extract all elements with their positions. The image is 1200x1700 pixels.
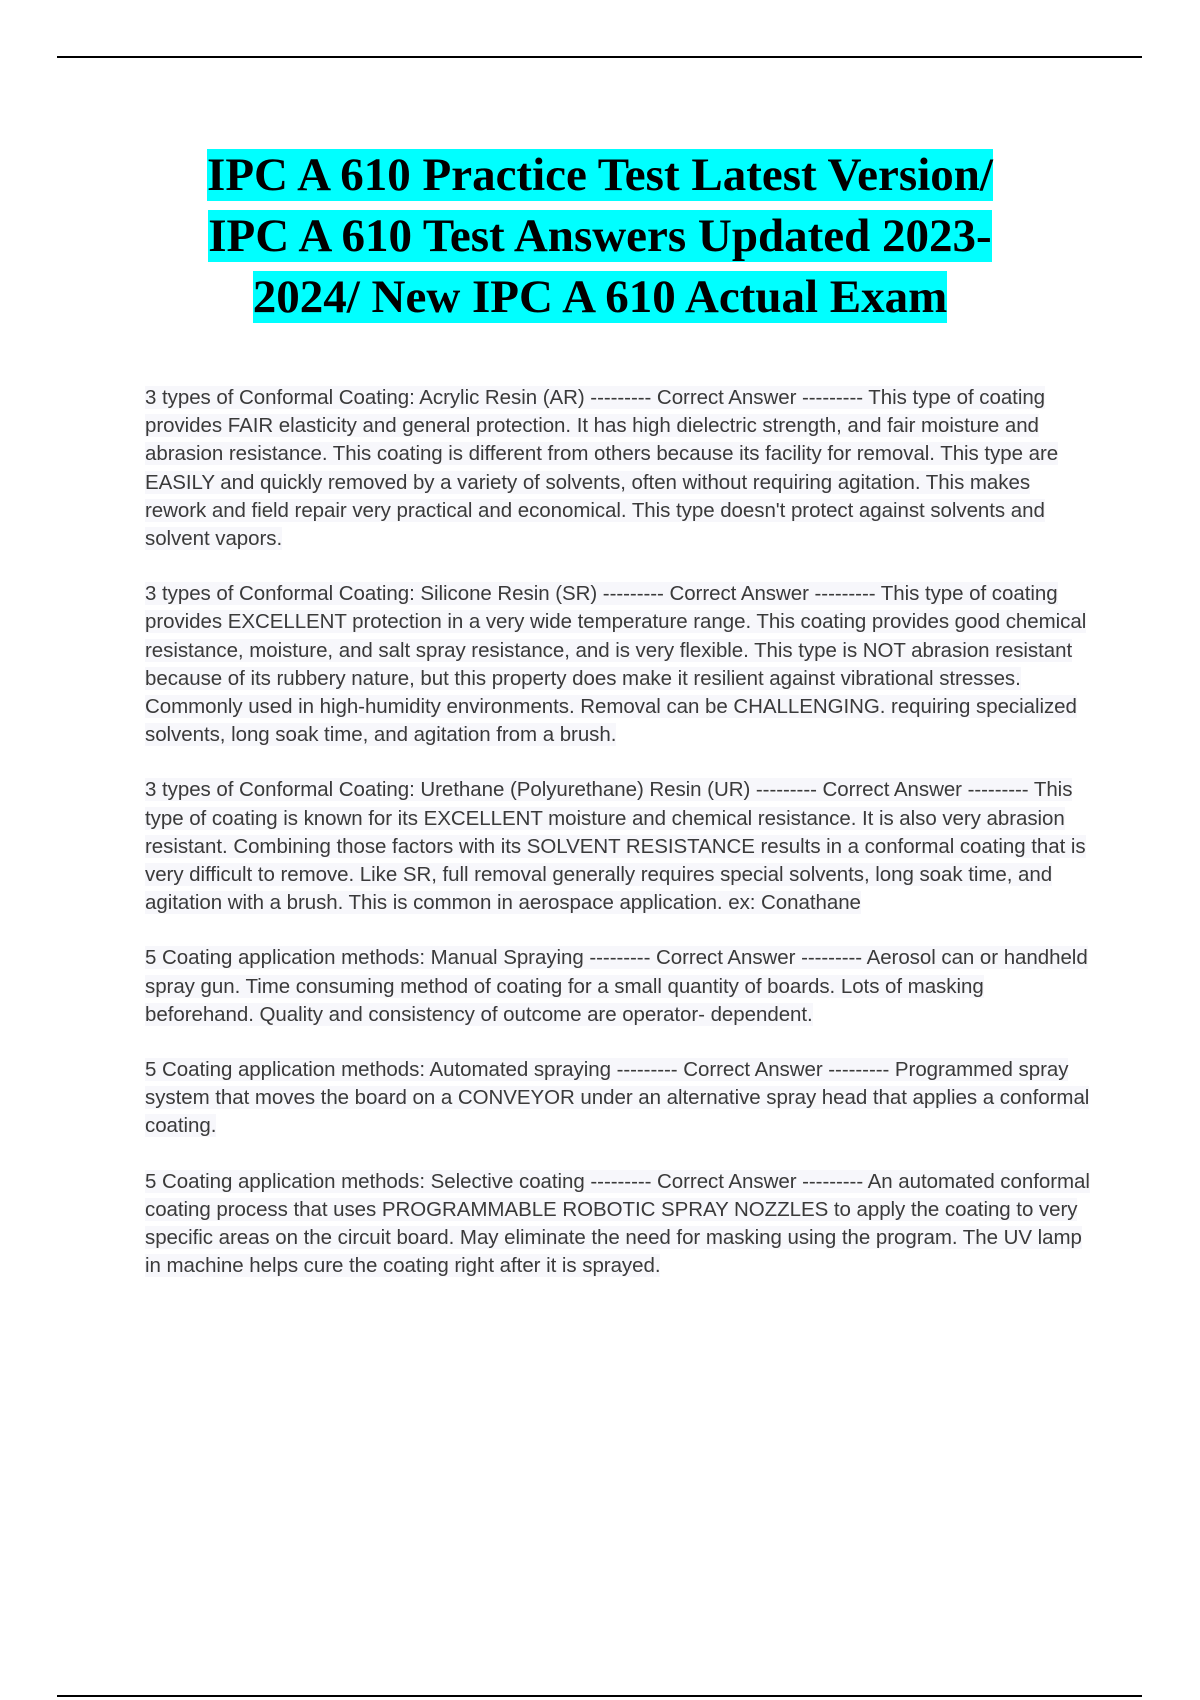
qa-list (145, 384, 1095, 1307)
qa-entry-selective-coating: 5 Coating application methods: Selective coating --------- Correct Answer --------- An automated conformal coating process that uses PROGRAMMABLE ROBOTIC SPRAY NOZZLES to apply the coating to very specific areas on the circuit board. May eliminate the need for masking using the program. The UV lamp in machine helps cure the coating right after it is sprayed. (145, 1169, 1090, 1278)
qa-entry-acrylic-resin: 3 types of Conformal Coating: Acrylic Resin (AR) --------- Correct Answer --------- This type of coating provides FAIR elasticity and general protection. It has high dielectric strength, and fair moisture and abrasion resistance. This coating is different from others because its facility for removal. This type are EASILY and quickly removed by a variety of solvents, often without requiring agitation. This makes rework and field repair very practical and economical. This type doesn't protect against solvents and solvent vapors. (145, 386, 1059, 551)
bottom-rule (57, 1695, 1142, 1697)
qa-entry-silicone-resin: 3 types of Conformal Coating: Silicone Resin (SR) --------- Correct Answer --------- This type of coating provides EXCELLENT protection in a very wide temperature range. This coating provides good chemical resistance, moisture, and salt spray resistance, and is very flexible. This type is NOT abrasion resistant because of its rubbery nature, but this property does make it resilient against vibrational stresses. Commonly used in high-humidity environments. Removal can be CHALLENGING. requiring specialized solvents, long soak time, and agitation from a brush. (145, 582, 1087, 747)
title-line-3: 2024/ New IPC A 610 Actual Exam (252, 271, 948, 323)
qa-entry-automated-spraying: 5 Coating application methods: Automated spraying --------- Correct Answer --------- Programmed spray system that moves the board on a CONVEYOR under an alternative spray head that applies a conformal coating. (145, 1058, 1090, 1138)
qa-entry-manual-spraying: 5 Coating application methods: Manual Spraying --------- Correct Answer --------- Aerosol can or handheld spray gun. Time consuming method of coating for a small quantity of boards. Lots of masking beforehand. Quality and consistency of outcome are operator- dependent. (145, 946, 1088, 1026)
page-title (80, 145, 1120, 328)
title-line-1: IPC A 610 Practice Test Latest Version/ (207, 149, 993, 201)
title-line-2: IPC A 610 Test Answers Updated 2023- (208, 210, 992, 262)
top-rule (57, 56, 1142, 58)
qa-entry-urethane-resin: 3 types of Conformal Coating: Urethane (Polyurethane) Resin (UR) --------- Correct Answer --------- This type of coating is known for its EXCELLENT moisture and chemical resistance. It is also very abrasion resistant. Combining those factors with its SOLVENT RESISTANCE results in a conformal coating that is very difficult to remove. Like SR, full removal generally requires special solvents, long soak time, and agitation with a brush. This is common in aerospace application. ex: Conathane (145, 778, 1086, 915)
